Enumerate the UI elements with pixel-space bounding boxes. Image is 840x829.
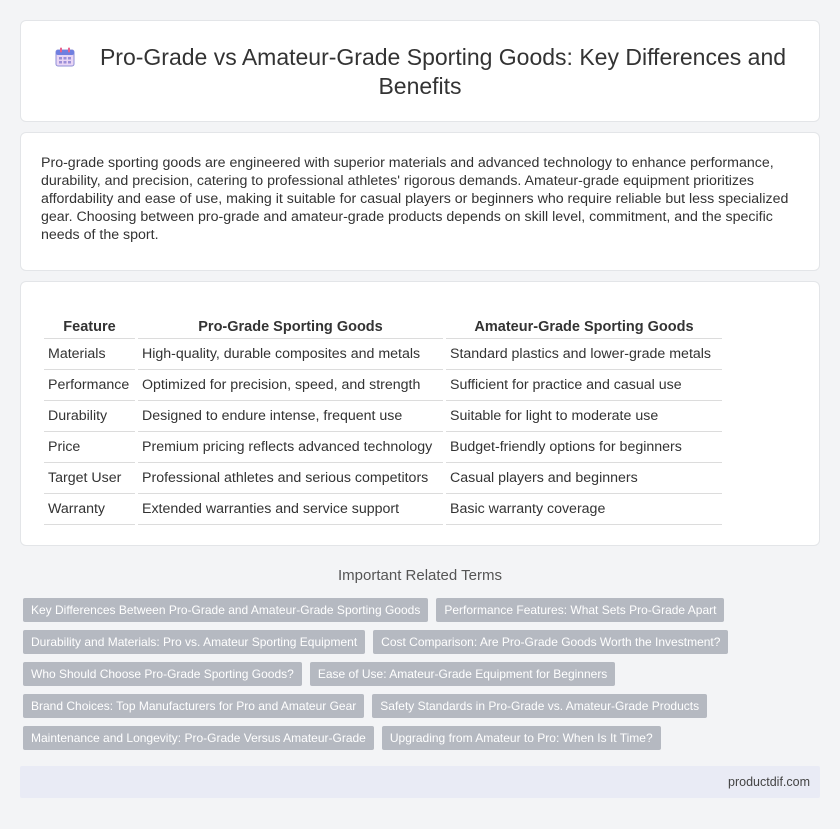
related-term-link[interactable]: Brand Choices: Top Manufacturers for Pro and Amateur Gear — [23, 694, 364, 718]
table-row — [44, 339, 722, 370]
amateur-grade-cell: Standard plastics and lower-grade metals — [446, 339, 722, 370]
header-amateur-grade: Amateur-Grade Sporting Goods — [446, 315, 722, 339]
table-row — [44, 463, 722, 494]
comparison-table — [44, 315, 722, 525]
footer — [20, 766, 820, 798]
feature-cell: Durability — [44, 401, 135, 432]
calendar-icon — [54, 46, 76, 68]
pro-grade-cell: Optimized for precision, speed, and strength — [138, 370, 443, 401]
pro-grade-cell: Extended warranties and service support — [138, 494, 443, 525]
header-feature: Feature — [44, 315, 135, 339]
page-title: Pro-Grade vs Amateur-Grade Sporting Goods: Key Differences and Benefits — [99, 44, 787, 99]
tag-row — [23, 726, 823, 750]
pro-grade-cell: Designed to endure intense, frequent use — [138, 401, 443, 432]
title-wrap — [21, 43, 819, 101]
table-row — [44, 432, 722, 463]
feature-cell: Target User — [44, 463, 135, 494]
tag-row — [23, 630, 823, 654]
amateur-grade-cell: Casual players and beginners — [446, 463, 722, 494]
related-terms-list — [23, 598, 823, 758]
summary-text: Pro-grade sporting goods are engineered with superior materials and advanced technology to enhance performance, durability, and precision, catering to professional athletes' rigorous demands. Amateur-grade equipment prioritizes affordability and ease of use, making it suitable for casual players or beginners who require reliable but less specialized gear. Choosing between pro-grade and amateur-grade products depends on skill level, commitment, and the specific needs of the sport. — [41, 155, 789, 243]
related-term-link[interactable]: Maintenance and Longevity: Pro-Grade Versus Amateur-Grade — [23, 726, 374, 750]
related-term-link[interactable]: Cost Comparison: Are Pro-Grade Goods Worth the Investment? — [373, 630, 728, 654]
feature-cell: Materials — [44, 339, 135, 370]
site-name[interactable]: productdif.com — [728, 775, 810, 789]
tag-row — [23, 662, 823, 686]
table-row — [44, 494, 722, 525]
header-card — [20, 20, 820, 122]
amateur-grade-cell: Basic warranty coverage — [446, 494, 722, 525]
related-term-link[interactable]: Who Should Choose Pro-Grade Sporting Goods? — [23, 662, 302, 686]
feature-cell: Warranty — [44, 494, 135, 525]
header-pro-grade: Pro-Grade Sporting Goods — [138, 315, 443, 339]
related-term-link[interactable]: Upgrading from Amateur to Pro: When Is It Time? — [382, 726, 661, 750]
tag-row — [23, 694, 823, 718]
pro-grade-cell: Professional athletes and serious competitors — [138, 463, 443, 494]
related-terms-heading: Important Related Terms — [338, 567, 502, 584]
comparison-card — [20, 281, 820, 546]
pro-grade-cell: High-quality, durable composites and metals — [138, 339, 443, 370]
related-term-link[interactable]: Safety Standards in Pro-Grade vs. Amateur-Grade Products — [372, 694, 707, 718]
tag-row — [23, 598, 823, 622]
pro-grade-cell: Premium pricing reflects advanced technology — [138, 432, 443, 463]
amateur-grade-cell: Budget-friendly options for beginners — [446, 432, 722, 463]
amateur-grade-cell: Sufficient for practice and casual use — [446, 370, 722, 401]
related-term-link[interactable]: Durability and Materials: Pro vs. Amateur Sporting Equipment — [23, 630, 365, 654]
summary-card — [20, 132, 820, 271]
table-header-row — [44, 315, 722, 339]
related-term-link[interactable]: Performance Features: What Sets Pro-Grade Apart — [436, 598, 724, 622]
table-row — [44, 401, 722, 432]
feature-cell: Price — [44, 432, 135, 463]
amateur-grade-cell: Suitable for light to moderate use — [446, 401, 722, 432]
table-row — [44, 370, 722, 401]
related-term-link[interactable]: Key Differences Between Pro-Grade and Amateur-Grade Sporting Goods — [23, 598, 428, 622]
related-term-link[interactable]: Ease of Use: Amateur-Grade Equipment for Beginners — [310, 662, 615, 686]
feature-cell: Performance — [44, 370, 135, 401]
